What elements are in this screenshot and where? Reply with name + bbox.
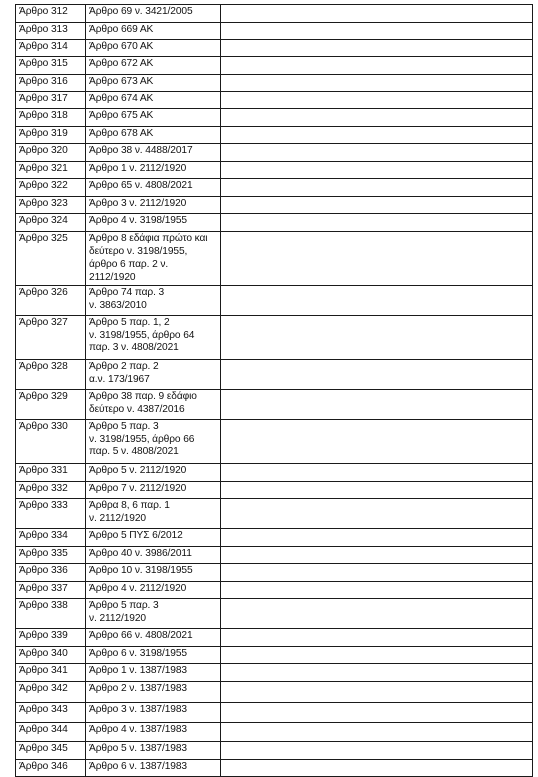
source-provision-cell: Άρθρο 5 παρ. 1, 2 ν. 3198/1955, άρθρο 64 παρ. 3 ν. 4808/2021 bbox=[86, 315, 221, 359]
table-row bbox=[16, 109, 533, 127]
article-number-cell: Άρθρο 342 bbox=[16, 681, 86, 702]
article-number-cell: Άρθρο 322 bbox=[16, 179, 86, 197]
article-number-cell: Άρθρο 324 bbox=[16, 214, 86, 232]
note-cell bbox=[221, 646, 533, 663]
note-cell bbox=[221, 57, 533, 75]
note-cell bbox=[221, 214, 533, 232]
table-row bbox=[16, 40, 533, 57]
note-cell bbox=[221, 232, 533, 286]
table-row bbox=[16, 722, 533, 741]
article-number-cell: Άρθρο 316 bbox=[16, 75, 86, 92]
note-cell bbox=[221, 702, 533, 722]
article-number-cell: Άρθρο 344 bbox=[16, 722, 86, 741]
article-number-cell: Άρθρο 340 bbox=[16, 646, 86, 663]
table-row bbox=[16, 546, 533, 563]
source-provision-cell: Άρθρο 1 ν. 1387/1983 bbox=[86, 663, 221, 681]
table-row bbox=[16, 628, 533, 646]
source-provision-cell: Άρθρο 74 παρ. 3 ν. 3863/2010 bbox=[86, 285, 221, 315]
note-cell bbox=[221, 285, 533, 315]
note-cell bbox=[221, 722, 533, 741]
article-number-cell: Άρθρο 320 bbox=[16, 144, 86, 162]
article-number-cell: Άρθρο 325 bbox=[16, 232, 86, 286]
note-cell bbox=[221, 109, 533, 127]
table-row bbox=[16, 144, 533, 162]
article-number-cell: Άρθρο 341 bbox=[16, 663, 86, 681]
note-cell bbox=[221, 75, 533, 92]
note-cell bbox=[221, 741, 533, 759]
article-number-cell: Άρθρο 329 bbox=[16, 389, 86, 419]
article-number-cell: Άρθρο 327 bbox=[16, 315, 86, 359]
table-row bbox=[16, 232, 533, 286]
table-row bbox=[16, 197, 533, 214]
article-number-cell: Άρθρο 339 bbox=[16, 628, 86, 646]
source-provision-cell: Άρθρο 7 ν. 2112/1920 bbox=[86, 481, 221, 498]
table-row bbox=[16, 663, 533, 681]
table-row bbox=[16, 681, 533, 702]
article-number-cell: Άρθρο 321 bbox=[16, 162, 86, 179]
source-provision-cell: Άρθρο 2 παρ. 2 α.ν. 173/1967 bbox=[86, 359, 221, 389]
article-number-cell: Άρθρο 330 bbox=[16, 419, 86, 463]
source-provision-cell: Άρθρο 678 ΑΚ bbox=[86, 127, 221, 144]
source-provision-cell: Άρθρο 5 ν. 2112/1920 bbox=[86, 463, 221, 481]
table-row bbox=[16, 741, 533, 759]
source-provision-cell: Άρθρο 4 ν. 2112/1920 bbox=[86, 581, 221, 598]
source-provision-cell: Άρθρο 6 ν. 1387/1983 bbox=[86, 759, 221, 776]
article-number-cell: Άρθρο 343 bbox=[16, 702, 86, 722]
source-provision-cell: Άρθρα 8, 6 παρ. 1 ν. 2112/1920 bbox=[86, 498, 221, 528]
table-row bbox=[16, 315, 533, 359]
source-provision-cell: Άρθρο 38 ν. 4488/2017 bbox=[86, 144, 221, 162]
note-cell bbox=[221, 528, 533, 546]
note-cell bbox=[221, 681, 533, 702]
table-row bbox=[16, 127, 533, 144]
source-provision-cell: Άρθρο 4 ν. 1387/1983 bbox=[86, 722, 221, 741]
table-row bbox=[16, 759, 533, 776]
article-number-cell: Άρθρο 315 bbox=[16, 57, 86, 75]
table-row bbox=[16, 23, 533, 40]
table-row bbox=[16, 214, 533, 232]
source-provision-cell: Άρθρο 674 ΑΚ bbox=[86, 92, 221, 109]
correspondence-table-page bbox=[15, 4, 532, 777]
note-cell bbox=[221, 389, 533, 419]
source-provision-cell: Άρθρο 5 παρ. 3 ν. 3198/1955, άρθρο 66 παρ. 5 ν. 4808/2021 bbox=[86, 419, 221, 463]
table-row bbox=[16, 463, 533, 481]
table-row bbox=[16, 5, 533, 23]
note-cell bbox=[221, 419, 533, 463]
note-cell bbox=[221, 5, 533, 23]
article-number-cell: Άρθρο 346 bbox=[16, 759, 86, 776]
source-provision-cell: Άρθρο 1 ν. 2112/1920 bbox=[86, 162, 221, 179]
table-row bbox=[16, 498, 533, 528]
note-cell bbox=[221, 498, 533, 528]
source-provision-cell: Άρθρο 69 ν. 3421/2005 bbox=[86, 5, 221, 23]
source-provision-cell: Άρθρο 670 ΑΚ bbox=[86, 40, 221, 57]
note-cell bbox=[221, 563, 533, 581]
note-cell bbox=[221, 179, 533, 197]
table-row bbox=[16, 528, 533, 546]
article-number-cell: Άρθρο 332 bbox=[16, 481, 86, 498]
source-provision-cell: Άρθρο 2 ν. 1387/1983 bbox=[86, 681, 221, 702]
table-row bbox=[16, 389, 533, 419]
note-cell bbox=[221, 127, 533, 144]
table-row bbox=[16, 359, 533, 389]
table-row bbox=[16, 646, 533, 663]
source-provision-cell: Άρθρο 5 ν. 1387/1983 bbox=[86, 741, 221, 759]
table-row bbox=[16, 162, 533, 179]
note-cell bbox=[221, 23, 533, 40]
source-provision-cell: Άρθρο 673 ΑΚ bbox=[86, 75, 221, 92]
table-row bbox=[16, 481, 533, 498]
note-cell bbox=[221, 581, 533, 598]
note-cell bbox=[221, 628, 533, 646]
note-cell bbox=[221, 546, 533, 563]
note-cell bbox=[221, 40, 533, 57]
article-number-cell: Άρθρο 312 bbox=[16, 5, 86, 23]
source-provision-cell: Άρθρο 4 ν. 3198/1955 bbox=[86, 214, 221, 232]
note-cell bbox=[221, 759, 533, 776]
article-number-cell: Άρθρο 313 bbox=[16, 23, 86, 40]
table-row bbox=[16, 92, 533, 109]
source-provision-cell: Άρθρο 669 ΑΚ bbox=[86, 23, 221, 40]
note-cell bbox=[221, 463, 533, 481]
table-row bbox=[16, 419, 533, 463]
table-body bbox=[16, 5, 533, 777]
table-row bbox=[16, 598, 533, 628]
note-cell bbox=[221, 197, 533, 214]
article-number-cell: Άρθρο 319 bbox=[16, 127, 86, 144]
table-row bbox=[16, 179, 533, 197]
note-cell bbox=[221, 315, 533, 359]
table-row bbox=[16, 563, 533, 581]
note-cell bbox=[221, 162, 533, 179]
article-number-cell: Άρθρο 334 bbox=[16, 528, 86, 546]
article-number-cell: Άρθρο 333 bbox=[16, 498, 86, 528]
article-number-cell: Άρθρο 318 bbox=[16, 109, 86, 127]
article-number-cell: Άρθρο 323 bbox=[16, 197, 86, 214]
article-number-cell: Άρθρο 338 bbox=[16, 598, 86, 628]
note-cell bbox=[221, 359, 533, 389]
article-number-cell: Άρθρο 345 bbox=[16, 741, 86, 759]
table-row bbox=[16, 702, 533, 722]
source-provision-cell: Άρθρο 675 ΑΚ bbox=[86, 109, 221, 127]
note-cell bbox=[221, 144, 533, 162]
article-number-cell: Άρθρο 336 bbox=[16, 563, 86, 581]
source-provision-cell: Άρθρο 38 παρ. 9 εδάφιο δεύτερο ν. 4387/2016 bbox=[86, 389, 221, 419]
source-provision-cell: Άρθρο 5 παρ. 3 ν. 2112/1920 bbox=[86, 598, 221, 628]
note-cell bbox=[221, 663, 533, 681]
source-provision-cell: Άρθρο 3 ν. 1387/1983 bbox=[86, 702, 221, 722]
source-provision-cell: Άρθρο 40 ν. 3986/2011 bbox=[86, 546, 221, 563]
source-provision-cell: Άρθρο 8 εδάφια πρώτο και δεύτερο ν. 3198/1955, άρθρο 6 παρ. 2 ν. 2112/1920 bbox=[86, 232, 221, 286]
table-row bbox=[16, 285, 533, 315]
note-cell bbox=[221, 92, 533, 109]
article-number-cell: Άρθρο 326 bbox=[16, 285, 86, 315]
table-row bbox=[16, 75, 533, 92]
source-provision-cell: Άρθρο 6 ν. 3198/1955 bbox=[86, 646, 221, 663]
article-number-cell: Άρθρο 317 bbox=[16, 92, 86, 109]
article-number-cell: Άρθρο 335 bbox=[16, 546, 86, 563]
source-provision-cell: Άρθρο 66 ν. 4808/2021 bbox=[86, 628, 221, 646]
table-row bbox=[16, 581, 533, 598]
article-number-cell: Άρθρο 314 bbox=[16, 40, 86, 57]
table-row bbox=[16, 57, 533, 75]
source-provision-cell: Άρθρο 672 ΑΚ bbox=[86, 57, 221, 75]
correspondence-table bbox=[15, 4, 533, 777]
article-number-cell: Άρθρο 328 bbox=[16, 359, 86, 389]
note-cell bbox=[221, 598, 533, 628]
article-number-cell: Άρθρο 337 bbox=[16, 581, 86, 598]
note-cell bbox=[221, 481, 533, 498]
source-provision-cell: Άρθρο 3 ν. 2112/1920 bbox=[86, 197, 221, 214]
source-provision-cell: Άρθρο 65 ν. 4808/2021 bbox=[86, 179, 221, 197]
source-provision-cell: Άρθρο 5 ΠΥΣ 6/2012 bbox=[86, 528, 221, 546]
article-number-cell: Άρθρο 331 bbox=[16, 463, 86, 481]
source-provision-cell: Άρθρο 10 ν. 3198/1955 bbox=[86, 563, 221, 581]
